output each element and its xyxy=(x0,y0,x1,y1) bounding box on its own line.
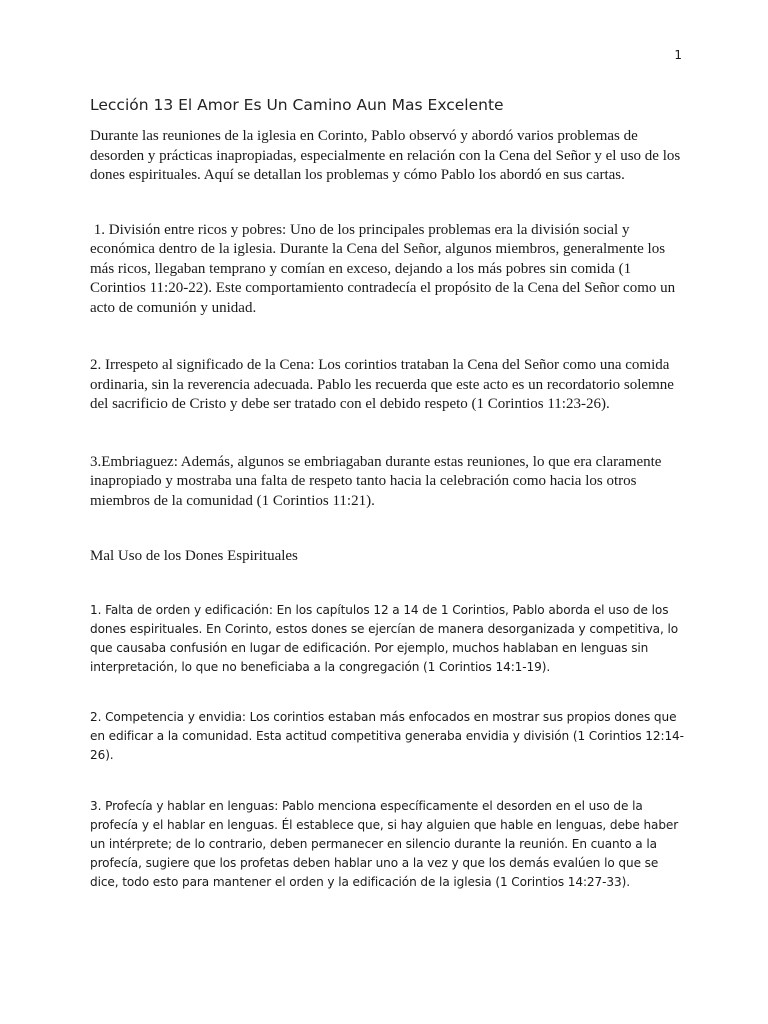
section-heading: Mal Uso de los Dones Espirituales xyxy=(90,548,298,564)
page-number: 1 xyxy=(674,48,682,62)
cena-problem-1: 1. División entre ricos y pobres: Uno de los principales problemas era la división social y económica dentro de la iglesia. Durante la Cena del Señor, algunos miembros, generalmente los más ricos, llegaban temprano y comían en exceso, dejando a los más pobres sin comida (1 Corintios 11:20-22). Este comportamiento contradecía el propósito de la Cena del Señor como un acto de comunión y unidad. xyxy=(90,221,679,316)
dones-problem-2: 2. Competencia y envidia: Los corintios estaban más enfocados en mostrar sus propios dones que en edificar a la comunidad. Esta actitud competitiva generaba envidia y división (1 Corintios 12:14-26). xyxy=(90,709,684,762)
dones-problem-1: 1. Falta de orden y edificación: En los capítulos 12 a 14 de 1 Corintios, Pablo aborda el uso de los dones espirituales. En Corinto, estos dones se ejercían de manera desorganizada y competitiva, lo que causaba confusión en lugar de edificación. Por ejemplo, muchos hablaban en lenguas sin interpretación, lo que no beneficiaba a la congregación (1 Corintios 14:1-19). xyxy=(90,602,679,674)
dones-problem-3: 3. Profecía y hablar en lenguas: Pablo menciona específicamente el desorden en el uso de la profecía y el hablar en lenguas. Él establece que, si hay alguien que hable en lenguas, debe haber un intérprete; de lo contrario, deben permanecer en silencio durante la reunión. En cuanto a la profecía, sugiere que los profetas deben hablar uno a la vez y que los demás evalúen lo que se dice, todo esto para mantener el orden y la edificación de la iglesia (1 Corintios 14:27-33). xyxy=(90,798,679,889)
cena-problem-3: 3.Embriaguez: Además, algunos se embriagaban durante estas reuniones, lo que era claramente inapropiado y mostraba una falta de respeto tanto hacia la celebración como hacia los otros miembros de la comunidad (1 Corintios 11:21). xyxy=(90,453,662,509)
document-body xyxy=(90,94,690,892)
document-title: Lección 13 El Amor Es Un Camino Aun Mas Excelente xyxy=(90,96,504,114)
intro-paragraph: Durante las reuniones de la iglesia en Corinto, Pablo observó y abordó varios problemas de desorden y prácticas inapropiadas, especialmente en relación con la Cena del Señor y el uso de los dones espirituales. Aquí se detallan los problemas y cómo Pablo los abordó en sus cartas. xyxy=(90,128,681,183)
cena-problem-2: 2. Irrespeto al significado de la Cena: Los corintios trataban la Cena del Señor como una comida ordinaria, sin la reverencia adecuada. Pablo les recuerda que este acto es un recordatorio solemne del sacrificio de Cristo y debe ser tratado con el debido respeto (1 Corintios 11:23-26). xyxy=(90,357,674,412)
